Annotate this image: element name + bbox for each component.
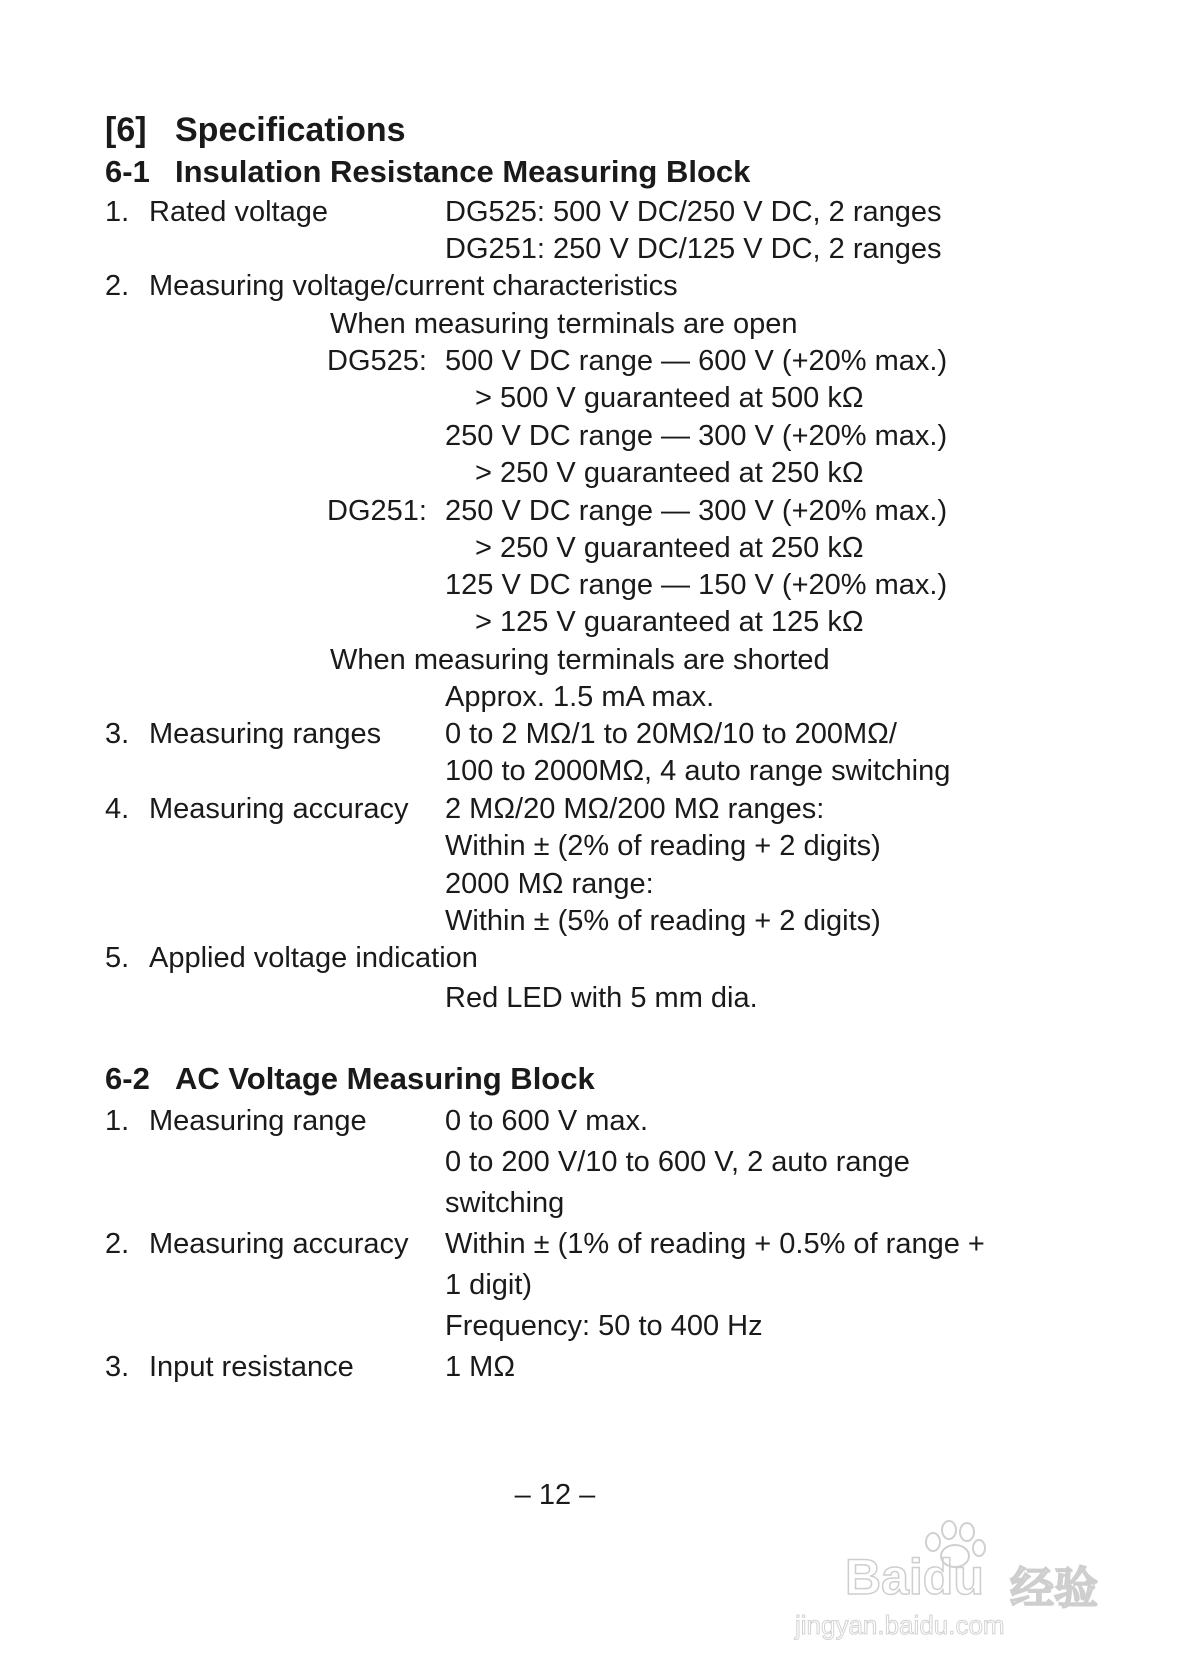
item-label: Applied voltage indication [149,942,478,974]
subheading-shorted: When measuring terminals are shorted [330,644,830,676]
item-value: Frequency: 50 to 400 Hz [445,1310,763,1342]
spec-line: 125 V DC range — 150 V (+20% max.) [445,569,948,601]
item-number: 1. [105,1105,130,1137]
spec-line: 250 V DC range — 300 V (+20% max.) [445,495,948,527]
spec-line: > 250 V guaranteed at 250 kΩ [475,532,864,564]
item-number: 2. [105,270,130,302]
item-number: 3. [105,1351,130,1383]
item-label: Measuring voltage/current characteristics [149,270,678,302]
spec-line: 500 V DC range — 600 V (+20% max.) [445,345,948,377]
item-value: 0 to 200 V/10 to 600 V, 2 auto range [445,1146,910,1178]
item-label: Measuring accuracy [149,793,409,825]
block2-title: AC Voltage Measuring Block [175,1061,595,1096]
spec-line: > 125 V guaranteed at 125 kΩ [475,606,864,638]
baidu-watermark [795,1520,1145,1640]
item-label: Measuring range [149,1105,367,1137]
spec-line: Approx. 1.5 mA max. [445,681,715,713]
model-label: DG525: [327,345,427,377]
item-value: 2000 MΩ range: [445,868,654,900]
item-value: 0 to 2 MΩ/1 to 20MΩ/10 to 200MΩ/ [445,718,897,750]
item-value: Within ± (5% of reading + 2 digits) [445,905,881,937]
item-value: DG525: 500 V DC/250 V DC, 2 ranges [445,196,942,228]
item-label: Input resistance [149,1351,354,1383]
item-number: 1. [105,196,130,228]
watermark-url: jingyan.baidu.com [795,1610,1005,1640]
item-value: Within ± (1% of reading + 0.5% of range + [445,1228,985,1260]
item-value: Within ± (2% of reading + 2 digits) [445,830,881,862]
section-number: [6] [105,111,147,149]
item-value: 2 MΩ/20 MΩ/200 MΩ ranges: [445,793,825,825]
item-number: 4. [105,793,130,825]
item-number: 2. [105,1228,130,1260]
spec-line: 250 V DC range — 300 V (+20% max.) [445,420,948,452]
item-value: 1 digit) [445,1269,533,1301]
item-value: switching [445,1187,565,1219]
block1-title: Insulation Resistance Measuring Block [175,154,751,189]
watermark-brand-cn: 经验 [1010,1564,1098,1613]
section-title: Specifications [175,111,406,149]
spec-line: > 250 V guaranteed at 250 kΩ [475,457,864,489]
item-number: 3. [105,718,130,750]
watermark-brand: Baidu [845,1549,984,1605]
item-value: 0 to 600 V max. [445,1105,649,1137]
item-label: Measuring ranges [149,718,382,750]
model-label: DG251: [327,495,427,527]
spec-line: > 500 V guaranteed at 500 kΩ [475,382,864,414]
item-value: DG251: 250 V DC/125 V DC, 2 ranges [445,233,942,265]
item-number: 5. [105,942,130,974]
item-label: Rated voltage [149,196,328,228]
page-number: – 12 – [514,1479,596,1511]
item-value: 100 to 2000MΩ, 4 auto range switching [445,755,951,787]
item-value: Red LED with 5 mm dia. [445,982,758,1014]
block2-number: 6-2 [105,1061,150,1096]
block1-number: 6-1 [105,154,150,189]
subheading-open: When measuring terminals are open [330,308,798,340]
item-label: Measuring accuracy [149,1228,409,1260]
item-value: 1 MΩ [445,1351,516,1383]
